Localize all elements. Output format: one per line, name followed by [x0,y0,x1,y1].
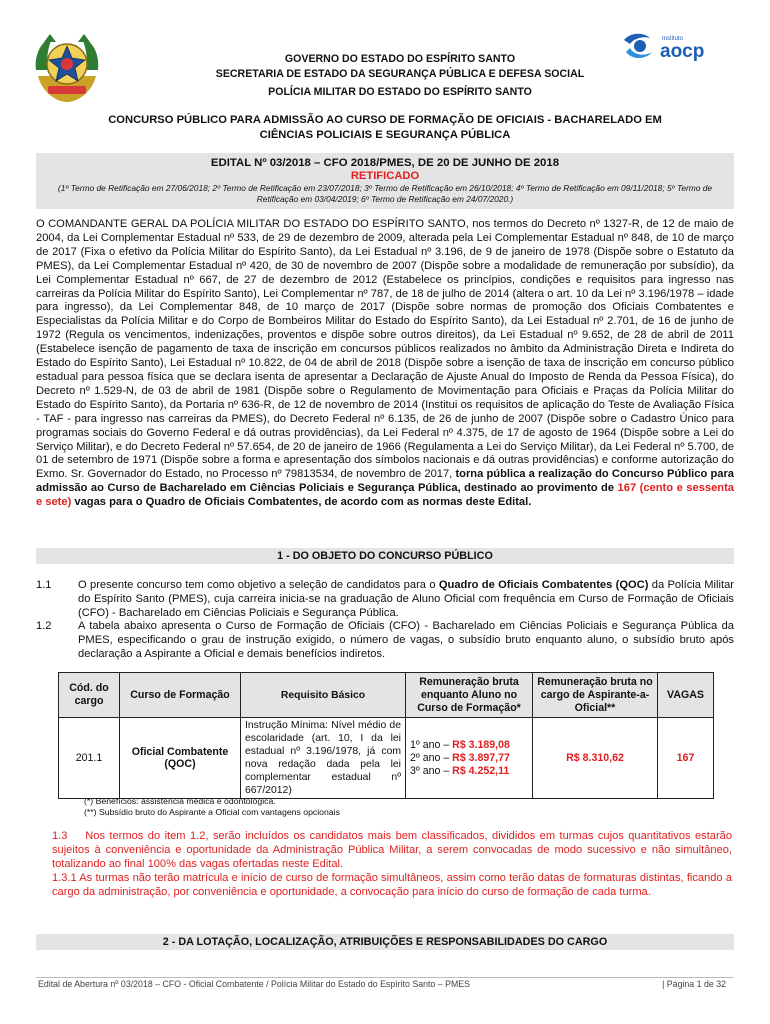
edital-title: EDITAL Nº 03/2018 – CFO 2018/PMES, DE 20 DE JUNHO DE 2018 [210,157,560,169]
header-government: GOVERNO DO ESTADO DO ESPÍRITO SANTO [284,53,516,65]
rem-year-2-value: R$ 3.897,77 [452,751,510,764]
rem-year-3-label: 3º ano – [410,764,453,777]
rem-year-3 [410,765,528,778]
item-1-3 [52,829,732,871]
footer-document-title: Edital de Abertura nº 03/2018 – CFO - Oficial Combatente / Polícia Militar do Estado do Espírito Santo – PMES [38,979,471,989]
header-curso: Curso de Formação [120,673,241,718]
cell-curso: Oficial Combatente (QOC) [120,718,241,799]
cell-remuneracao-aspirante: R$ 8.310,62 [533,718,658,799]
rem-year-3-value: R$ 4.252,11 [452,764,510,777]
header-secretaria: SECRETARIA DE ESTADO DA SEGURANÇA PÚBLICA E DEFESA SOCIAL [215,68,585,80]
table-header-row [59,673,714,718]
retificacao-terms: (1º Termo de Retificação em 27/06/2018; 2º Termo de Retificação em 23/07/2018; 3º Termo de Retificação em 26/10/2018; 4º Termo de Retificação em 09/11/2018; 5º Termo de Retificação em 03/04/2019; 6º Termo de Retificação em 24/07/2020.) [57,183,713,204]
item-1-1 [36,578,734,620]
concurso-title [40,113,730,143]
cell-requisito: Instrução Mínima: Nível médio de escolaridade (art. 10, I da lei estadual nº 3.196/1978, já com nova redação dada pela lei complementar estadual nº 667/2012) [241,718,406,799]
item-1-1-bold: Quadro de Oficiais Combatentes (QOC) [438,579,649,591]
footer-page-number: | Página 1 de 32 [662,979,726,989]
header-vagas: VAGAS [658,673,714,718]
cell-cod: 201.1 [59,718,120,799]
table-note-1: (*) Benefícios: assistência médica e odontológica. [84,796,276,806]
item-1-3-text: Nos termos do item 1.2, serão incluídos os candidatos mais bem classificados, divididos em turmas cujos quantitativos estarão sujeitos à conveniência e oportunidade da Administração Pública Militar, a serem convocadas de modo sucessivo e não simultâneo, totalizando ao final 100% das vagas ofertadas neste Edital. [52,830,732,870]
preamble-bold-2: vagas para o Quadro de Oficiais Combatentes, de acordo com as normas deste Edital. [71,496,532,509]
cell-remuneracao-aluno [406,718,533,799]
rem-year-1-label: 1º ano – [410,738,453,751]
header-policia: POLÍCIA MILITAR DO ESTADO DO ESPÍRITO SANTO [268,86,532,98]
rem-year-2 [410,752,528,765]
footer-divider [36,977,734,978]
section-1-heading: 1 - DO OBJETO DO CONCURSO PÚBLICO [36,548,734,564]
concurso-title-line1: CONCURSO PÚBLICO PARA ADMISSÃO AO CURSO DE FORMAÇÃO DE OFICIAIS - BACHARELADO EM [108,114,662,126]
preamble-bold-1: torna pública a realização do Concurso Público para admissão ao Curso de Bacharelado em Ciências Policiais e Segurança Pública, destinado ao provimento de [36,468,734,495]
state-crest-logo [28,30,106,108]
item-1-2 [36,619,734,661]
rem-year-1 [410,739,528,752]
preamble-text: O COMANDANTE GERAL DA POLÍCIA MILITAR DO ESTADO DO ESPÍRITO SANTO, nos termos do Decreto nº 1327-R, de 12 de maio de 2004, da Lei Complementar Estadual nº 533, de 29 de dezembro de 2009, alterada pela Lei Complementar Estadual nº 848, de 10 de março de 2017 (Fixa o efetivo da Polícia Militar do Espírito Santo), da Lei Estadual nº 3.196, de 9 de janeiro de 1978 (Dispõe sobre o Estatuto da PMES), da Lei Complementar Estadual nº 420, de 30 de novembro de 2007 (Dispõe sobre a modalidade de remuneração por subsídio), da Lei Complementar Estadual nº 667, de 27 de dezembro de 2012 (Estabelece os princípios, condições e requisitos para ingresso nas carreiras da Polícia Militar do Espírito Santo), Lei Complementar nº 787, de 18 de julho de 2014 (altera o art. 10 da Lei nº 3.196/1978 – idade para ingresso), da Lei Complementar 848, de 10 março de 2017 (Dispõe sobre normas de promoção dos Oficiais Combatentes e Especialistas da Polícia Militar e do Corpo de Bombeiros Militar do Estado do Espírito Santo), da Lei Estadual nº 2.701, de 16 de junho de 1972 (Regula os vencimentos, indenizações, proventos e dispõe sobre outros direitos), da Lei Estadual nº 9.652, de 28 de abril de 2011 (Estabelece isenção de pagamento de taxa de inscrição em concursos públicos realizados no âmbito da Administração Direta e Indireta do Estado do Espírito Santo), Lei Estadual nº 10.822, de 04 de abril de 2018 (Dispõe sobre a isenção de taxa de inscrição em concurso público estadual para pessoa física que se declara isenta de apresentar a Declaração de Ajuste Anual do Imposto de Renda da Pessoa Física), do Decreto nº 1.529-N, de 03 de abril de 1981 (Dispõe sobre o Regulamento de Movimentação para Oficiais e Praças da Polícia Militar do Estado do Espírito Santo), da Portaria nº 636-R, de 12 de novembro de 2014 (Institui os requisitos de aplicação do Teste de Avaliação Física - TAF - para ingresso nas carreiras da PMES), do Decreto Federal nº 6.135, de 26 de junho de 2007 (Dispõe sobre o Cadastro Único para programas sociais do Governo Federal e dá outras providências), da Lei Federal nº 4.375, de 17 de agosto de 1964 (Dispõe sobre a Lei do Serviço Militar), e do Decreto Federal nº 57.654, de 20 de janeiro de 1966 (Regulamenta a Lei do Serviço Militar), da Lei Federal nº 5.700, de 01 de setembro de 1971 (Dispõe sobre a forma e apresentação dos símbolos nacionais e dá outras providências) e conforme autorização do Exmo. Sr. Governador do Estado, no Processo nº 79813534, de novembro de 2017, [36,218,734,481]
edital-banner [36,153,734,209]
header-requisito: Requisito Básico [241,673,406,718]
item-1-1-text-b: da Polícia Militar do Espírito Santo (PMES), cuja carreira inicia-se na graduação de Aluno Oficial com frequência em Curso de Formação de Oficiais (CFO) - Bacharelado em Ciências Policiais e Segurança Pública. [78,579,734,619]
aocp-logo-text: aocp [660,41,705,62]
concurso-title-line2: CIÊNCIAS POLICIAIS E SEGURANÇA PÚBLICA [259,129,511,141]
header-cod: Cód. do cargo [59,673,120,718]
item-1-1-text-a: O presente concurso tem como objetivo a seleção de candidatos para o [78,579,439,591]
retificado-label: RETIFICADO [350,170,420,182]
header-remuneracao-aluno: Remuneração bruta enquanto Aluno no Curso de Formação* [406,673,533,718]
preamble-vacancies: 167 (cento e sessenta e sete) [36,482,735,509]
item-text [78,578,734,620]
item-text: A tabela abaixo apresenta o Curso de Formação de Oficiais (CFO) - Bacharelado em Ciências Policiais e Segurança Pública da PMES, especificando o grau de instrução exigido, o número de vagas, o subsídio bruto enquanto aluno, o subsídio bruto após declaração a Aspirante a Oficial e demais benefícios indiretos. [78,620,734,660]
section-2-heading: 2 - DA LOTAÇÃO, LOCALIZAÇÃO, ATRIBUIÇÕES E RESPONSABILIDADES DO CARGO [36,934,734,950]
rem-year-2-label: 2º ano – [410,751,453,764]
preamble-paragraph [36,218,734,510]
vacancies-table [58,672,714,799]
header-remuneracao-aspirante: Remuneração bruta no cargo de Aspirante-a-Oficial** [533,673,658,718]
item-1-3-number: 1.3 [52,830,68,842]
aocp-logo-small-text: Instituto [662,36,684,42]
item-number: 1.1 [36,579,52,591]
table-note-2: (**) Subsídio bruto do Aspirante a Oficial com vantagens opcionais [84,807,340,817]
item-number: 1.2 [36,620,52,632]
item-1-3-1: 1.3.1 As turmas não terão matrícula e início de curso de formação simultâneos, assim como terão datas de formaturas distintas, ficando a cargo da administração, por conveniência e oportunidade, a convocação para início do curso de formação de cada turma. [52,872,732,898]
cell-vagas: 167 [658,718,714,799]
table-row [59,718,714,799]
rem-year-1-value: R$ 3.189,08 [452,738,510,751]
